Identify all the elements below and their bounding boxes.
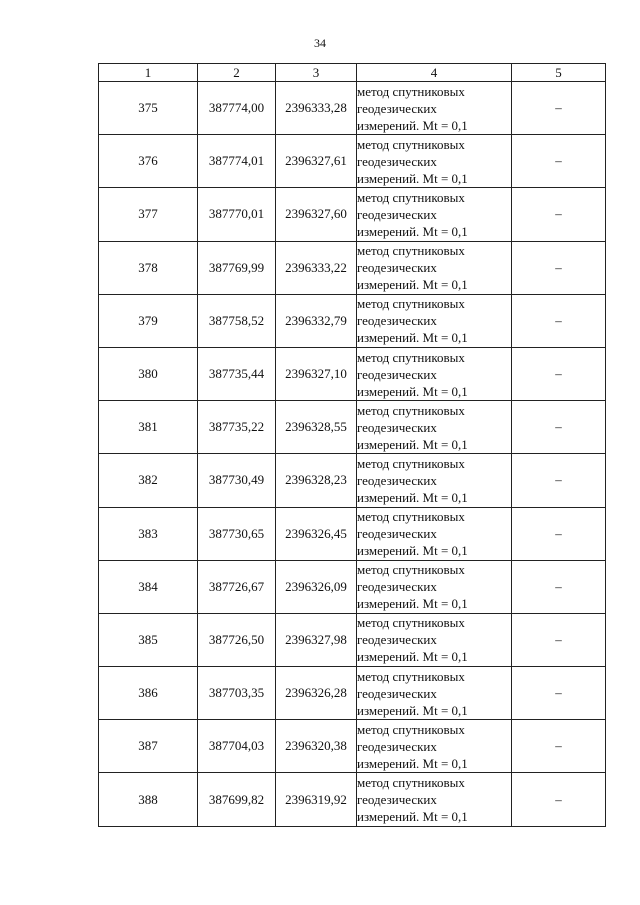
method-line: геодезических	[357, 100, 437, 116]
y-coordinate-cell: 2396326,28	[276, 667, 357, 720]
method-line: геодезических	[357, 792, 437, 808]
y-coordinate-cell: 2396326,09	[276, 560, 357, 613]
y-coordinate-cell: 2396327,61	[276, 135, 357, 188]
method-line: геодезических	[357, 685, 437, 701]
point-number-cell: 379	[99, 294, 198, 347]
method-line: метод спутниковых	[357, 455, 465, 471]
table-row	[99, 667, 606, 720]
method-line: измерений. Mt = 0,1	[357, 649, 468, 665]
method-line: геодезических	[357, 260, 437, 276]
method-line: измерений. Mt = 0,1	[357, 596, 468, 612]
x-coordinate-cell: 387735,44	[198, 347, 276, 400]
x-coordinate-cell: 387730,65	[198, 507, 276, 560]
x-coordinate-cell: 387703,35	[198, 667, 276, 720]
method-line: метод спутниковых	[357, 721, 465, 737]
method-cell	[357, 667, 512, 720]
method-line: измерений. Mt = 0,1	[357, 170, 468, 186]
method-line: метод спутниковых	[357, 615, 465, 631]
note-cell: –	[512, 720, 606, 773]
coordinates-table	[98, 63, 606, 827]
table-header-row	[99, 64, 606, 82]
table-row	[99, 720, 606, 773]
method-line: метод спутниковых	[357, 83, 465, 99]
table-row	[99, 454, 606, 507]
method-cell	[357, 188, 512, 241]
y-coordinate-cell: 2396327,98	[276, 613, 357, 666]
method-line: измерений. Mt = 0,1	[357, 223, 468, 239]
table-row	[99, 347, 606, 400]
y-coordinate-cell: 2396333,22	[276, 241, 357, 294]
point-number-cell: 381	[99, 401, 198, 454]
x-coordinate-cell: 387726,50	[198, 613, 276, 666]
x-coordinate-cell: 387769,99	[198, 241, 276, 294]
method-line: метод спутниковых	[357, 136, 465, 152]
method-line: геодезических	[357, 579, 437, 595]
y-coordinate-cell: 2396333,28	[276, 82, 357, 135]
note-cell: –	[512, 507, 606, 560]
column-header: 3	[276, 64, 357, 82]
point-number-cell: 375	[99, 82, 198, 135]
table-row	[99, 188, 606, 241]
method-cell	[357, 135, 512, 188]
note-cell: –	[512, 667, 606, 720]
table-row	[99, 241, 606, 294]
method-cell	[357, 82, 512, 135]
y-coordinate-cell: 2396326,45	[276, 507, 357, 560]
table-body	[99, 82, 606, 827]
x-coordinate-cell: 387730,49	[198, 454, 276, 507]
table-row	[99, 507, 606, 560]
x-coordinate-cell: 387726,67	[198, 560, 276, 613]
y-coordinate-cell: 2396332,79	[276, 294, 357, 347]
column-header: 1	[99, 64, 198, 82]
x-coordinate-cell: 387774,01	[198, 135, 276, 188]
note-cell: –	[512, 401, 606, 454]
note-cell: –	[512, 347, 606, 400]
method-line: измерений. Mt = 0,1	[357, 755, 468, 771]
x-coordinate-cell: 387735,22	[198, 401, 276, 454]
point-number-cell: 386	[99, 667, 198, 720]
point-number-cell: 384	[99, 560, 198, 613]
note-cell: –	[512, 241, 606, 294]
method-line: геодезических	[357, 366, 437, 382]
point-number-cell: 388	[99, 773, 198, 826]
point-number-cell: 378	[99, 241, 198, 294]
note-cell: –	[512, 188, 606, 241]
method-line: геодезических	[357, 472, 437, 488]
method-line: метод спутниковых	[357, 775, 465, 791]
method-line: измерений. Mt = 0,1	[357, 702, 468, 718]
method-cell	[357, 347, 512, 400]
column-header: 4	[357, 64, 512, 82]
method-line: метод спутниковых	[357, 668, 465, 684]
y-coordinate-cell: 2396327,10	[276, 347, 357, 400]
y-coordinate-cell: 2396320,38	[276, 720, 357, 773]
point-number-cell: 376	[99, 135, 198, 188]
note-cell: –	[512, 82, 606, 135]
note-cell: –	[512, 135, 606, 188]
table-row	[99, 401, 606, 454]
method-cell	[357, 613, 512, 666]
method-line: измерений. Mt = 0,1	[357, 330, 468, 346]
note-cell: –	[512, 294, 606, 347]
method-cell	[357, 560, 512, 613]
y-coordinate-cell: 2396327,60	[276, 188, 357, 241]
method-cell	[357, 241, 512, 294]
method-line: измерений. Mt = 0,1	[357, 809, 468, 825]
note-cell: –	[512, 773, 606, 826]
method-line: геодезических	[357, 632, 437, 648]
column-header: 5	[512, 64, 606, 82]
method-line: метод спутниковых	[357, 243, 465, 259]
point-number-cell: 383	[99, 507, 198, 560]
point-number-cell: 382	[99, 454, 198, 507]
method-line: геодезических	[357, 206, 437, 222]
table-row	[99, 560, 606, 613]
x-coordinate-cell: 387770,01	[198, 188, 276, 241]
table-row	[99, 773, 606, 826]
method-line: измерений. Mt = 0,1	[357, 117, 468, 133]
x-coordinate-cell: 387758,52	[198, 294, 276, 347]
x-coordinate-cell: 387774,00	[198, 82, 276, 135]
note-cell: –	[512, 613, 606, 666]
table-row	[99, 294, 606, 347]
method-cell	[357, 294, 512, 347]
point-number-cell: 385	[99, 613, 198, 666]
y-coordinate-cell: 2396328,23	[276, 454, 357, 507]
method-line: измерений. Mt = 0,1	[357, 277, 468, 293]
method-line: измерений. Mt = 0,1	[357, 543, 468, 559]
method-line: геодезических	[357, 153, 437, 169]
x-coordinate-cell: 387704,03	[198, 720, 276, 773]
method-line: измерений. Mt = 0,1	[357, 383, 468, 399]
method-line: метод спутниковых	[357, 509, 465, 525]
method-line: геодезических	[357, 738, 437, 754]
table-row	[99, 135, 606, 188]
method-cell	[357, 454, 512, 507]
method-line: метод спутниковых	[357, 189, 465, 205]
page-number: 34	[314, 36, 326, 50]
method-cell	[357, 401, 512, 454]
method-cell	[357, 507, 512, 560]
method-line: измерений. Mt = 0,1	[357, 436, 468, 452]
method-line: метод спутниковых	[357, 402, 465, 418]
method-line: геодезических	[357, 526, 437, 542]
method-line: метод спутниковых	[357, 296, 465, 312]
point-number-cell: 377	[99, 188, 198, 241]
point-number-cell: 380	[99, 347, 198, 400]
point-number-cell: 387	[99, 720, 198, 773]
x-coordinate-cell: 387699,82	[198, 773, 276, 826]
method-cell	[357, 720, 512, 773]
table-row	[99, 613, 606, 666]
method-line: измерений. Mt = 0,1	[357, 489, 468, 505]
column-header: 2	[198, 64, 276, 82]
method-line: метод спутниковых	[357, 349, 465, 365]
method-line: геодезических	[357, 419, 437, 435]
y-coordinate-cell: 2396319,92	[276, 773, 357, 826]
method-line: метод спутниковых	[357, 562, 465, 578]
table-row	[99, 82, 606, 135]
method-line: геодезических	[357, 313, 437, 329]
note-cell: –	[512, 454, 606, 507]
note-cell: –	[512, 560, 606, 613]
y-coordinate-cell: 2396328,55	[276, 401, 357, 454]
method-cell	[357, 773, 512, 826]
